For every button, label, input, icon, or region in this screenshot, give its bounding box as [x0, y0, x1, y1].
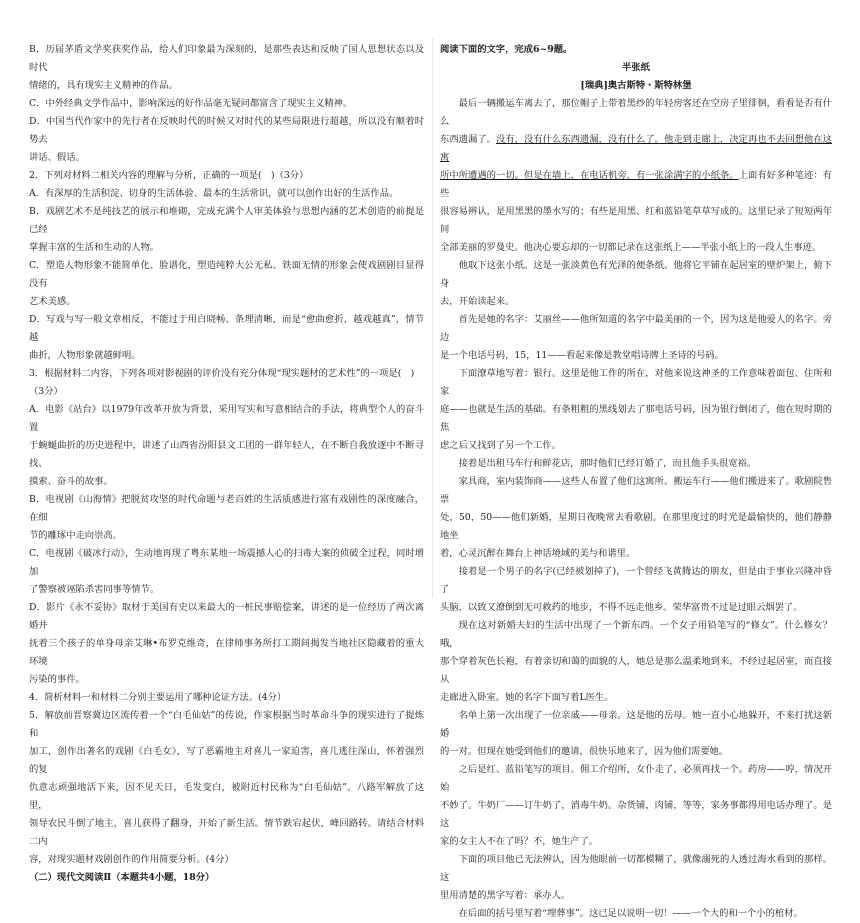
text-line: 讲话、假话。: [29, 152, 85, 163]
text-line: 仇意志顽强地活下来，因不见天日，毛发变白，被附近村民称为“白毛仙姑”。八路军解放了这里，: [29, 782, 424, 811]
paragraph-line: 名单上第一次出现了一位亲戚——母亲。这是他的岳母。她一直小心地躲开，不来打扰这新婚: [440, 710, 832, 739]
paragraph-line: 在后面的括号里写着“埋葬事”。这已足以说明一切！——一个大的和一个小的棺材。: [458, 908, 803, 919]
paragraph-line: 家具商，室内装饰商——这些人布置了他们这寓所。搬运车行——他们搬进来了。歌剧院售票: [440, 476, 832, 505]
paragraph-line: 是一个电话号码，15，11——看起来像是教堂唱诗牌上圣诗的号码。: [440, 350, 724, 361]
left-column: [29, 41, 424, 887]
text-line: D．影片《永不妥协》取材于美国有史以来最大的一桩民事赔偿案，讲述的是一位经历了两次离婚并: [29, 602, 424, 631]
text-line: C．中外经典文学作品中，影响深远的好作品毫无疑问都富含了现实主义精神。: [29, 98, 353, 109]
text-line: （3分）: [29, 386, 63, 397]
text-line: C．塑造人物形象不能简单化、脸谱化，塑造纯粹大公无私、铁面无情的形象会使戏剧剧目显得没有: [29, 260, 424, 289]
text-line: 抚着三个孩子的单身母亲艾琳•布罗克维奇，在律师事务所打工期间揭发当地社区隐藏着的重大环境: [29, 638, 424, 667]
text-line: 曲折，人物形象就越鲜明。: [29, 350, 141, 361]
text-line: B．历届茅盾文学奖获奖作品，给人们印象最为深刻的，是那些表达和反映了国人思想状态以及时代: [29, 44, 424, 73]
paragraph-line: 的一对。但现在她受到他们的邀请，很快乐地来了，因为他们需要她。: [440, 746, 729, 757]
section-heading: （二）现代文阅读Ⅱ（本题共4小题，18分）: [29, 872, 215, 883]
right-column: [440, 41, 832, 923]
text-line: 领导农民斗倒了地主，喜儿获得了翻身，开始了新生活。情节跌宕起伏，峰回路转。请结合材料二内: [29, 818, 424, 847]
article-author: [瑞典]奥古斯特・斯特林堡: [580, 80, 692, 91]
paragraph-line: 东西遗漏了。没有，没有什么东西遗漏，没有什么了。他走到走廊上，决定再也不去回想他在这寓: [440, 134, 832, 163]
text-line: B．电视剧《山海情》把脱贫攻坚的时代命题与老百姓的生活质感进行富有戏剧性的深度融合，在细: [29, 494, 424, 523]
paragraph-line: 庭——也就是生活的基础。有条粗粗的黑线划去了那电话号码，因为银行倒闭了，他在短时期的焦: [440, 404, 832, 433]
paragraph-line: 之后是红、蓝铅笔写的项目。佣工介绍所，女仆走了，必须再找一个。药房——哼，情况开始: [440, 764, 832, 793]
reading-intro: 阅读下面的文字，完成6~9题。: [440, 44, 573, 55]
article-title: 半张纸: [622, 62, 650, 73]
text-line: D．中国当代作家中的先行者在反映时代的时候又对时代的某些局限进行超越，所以没有顺着时势去: [29, 116, 424, 145]
paragraph-line: 接着是出租马车行和鲜花店，那时他们已经订婚了，而且他手头很宽裕。: [458, 458, 757, 469]
text-line: A．电影《站台》以1979年改革开放为背景，采用写实和写意相结合的手法，将典型个人的奋斗置: [29, 404, 424, 433]
text-line: A．有深厚的生活积淀、切身的生活体验、最本的生活常识，就可以创作出好的生活作品。: [29, 188, 399, 199]
paragraph-line: 不妙了。牛奶厂——订牛奶了，消毒牛奶。杂货铺，肉铺，等等，家务事都得用电话办理了。是这: [440, 800, 832, 829]
text-line: 加工，创作出著名的戏剧《白毛女》，写了恶霸地主对喜儿一家迫害，喜儿逃往深山，怀着强烈的复: [29, 746, 424, 775]
text-line: B．戏剧艺术不是纯技艺的展示和堆砌，完成充满个人审美体验与思想内涵的艺术创造的前提是已经: [29, 206, 424, 235]
question-2: 2．下列对材料二相关内容的理解与分析，正确的一项是( )（3分）: [29, 170, 309, 181]
underlined-text: 没有，没有什么东西遗漏，没有什么了。他走到走廊上，决定再也不去回想他在这寓: [440, 134, 832, 163]
text-line: 节的雕琢中走向崇高。: [29, 530, 122, 541]
paragraph-line: 全部美丽的罗曼史。他决心要忘却的一切都记录在这张纸上——半张小纸上的一段人生事迹。: [440, 242, 822, 253]
column-divider: [432, 38, 433, 598]
text-line: D．写戏与写一般文章相反，不能过于用白晓畅、条理清晰，而是“愈曲愈折，越戏越真”，情节越: [29, 314, 424, 343]
text-line: 艺术美感。: [29, 296, 76, 307]
paragraph-line: 最后一辆搬运车离去了，那位帽子上带着黑纱的年轻房客还在空房子里徘徊，看看是否有什么: [440, 98, 832, 127]
paragraph-line: 接着是一个男子的名字(已经被划掉了)，一个曾经飞黄腾达的朋友，但是由于事业兴隆冲昏了: [440, 566, 832, 595]
paragraph-line: 首先是她的名字：艾丽丝——他所知道的名字中最美丽的一个，因为这是他爱人的名字。旁边: [440, 314, 832, 343]
paragraph-line: 很容易辨认，是用黑黑的墨水写的；有些是用黑、红和蓝铅笔草草写成的。这里记录了短短两年间: [440, 206, 832, 235]
paragraph-line: 虑之后又找到了另一个工作。: [440, 440, 561, 451]
paragraph-line: 现在这对新婚夫妇的生活中出现了一个新东西。一个女子用铅笔写的“修女”。什么修女？哦，: [440, 620, 832, 649]
question-5: 5．解放前晋察冀边区流传着一个“白毛仙姑”的传说，作家根据当时革命斗争的现实进行了提炼和: [29, 710, 424, 739]
paragraph-line: 家的女主人不在了吗？不，她生产了。: [440, 836, 599, 847]
paragraph-line: 里用清楚的黑字写着：承办人。: [440, 890, 571, 901]
text-line: 污染的事件。: [29, 674, 85, 685]
text-line: 掌握丰富的生活和生动的人物。: [29, 242, 160, 253]
paragraph-line: 去，开始读起来。: [440, 296, 515, 307]
paragraph-line: 下面的项目他已无法辨认，因为他眼前一切都模糊了，就像溺死的人透过海水看到的那样。这: [440, 854, 832, 883]
paragraph-line: 着，心灵沉醉在舞台上神话境域的美与和谐里。: [440, 548, 636, 559]
text-line: C．电视剧《破冰行动》，生动地再现了粤东某地一场震撼人心的扫毒大案的侦破全过程，同时增加: [29, 548, 424, 577]
question-4: 4．简析材料一和材料二分别主要运用了哪种论证方法。(4分）: [29, 692, 287, 703]
paragraph-line: 头脑，以致又潦倒到无可救药的地步，不得不远走他乡。荣华富贵不过是过眼云烟罢了。: [440, 602, 803, 613]
paragraph-line: 那个穿着灰色长袍，有着亲切和蔼的面貌的人，她总是那么温柔地到来，不经过起居室，而直接从: [440, 656, 832, 685]
text-line: 于蜿蜒曲折的历史进程中，讲述了山西省汾阳县文工团的一群年轻人，在不断自我放逐中不断寻找、: [29, 440, 424, 469]
paragraph-line: 下面潦草地写着：银行。这里是他工作的所在，对他来说这神圣的工作意味着面包、住所和家: [440, 368, 832, 397]
paragraph-line: 处，50，50——他们新婚，星期日夜晚常去看歌剧。在那里度过的时光是最愉快的，他们静静地坐: [440, 512, 832, 541]
underlined-text: 所中所遭遇的一切。但是在墙上，在电话机旁，有一张涂满字的小纸条。: [440, 170, 739, 181]
text-line: 容，对现实题材戏剧创作的作用简要分析。(4分）: [29, 854, 234, 865]
text-line: 情绪的，具有现实主义精神的作品。: [29, 80, 178, 91]
text-line: 了警察被诬陷杀害同事等情节。: [29, 584, 160, 595]
paragraph-line: 所中所遭遇的一切。但是在墙上，在电话机旁，有一张涂满字的小纸条。上面有好多种笔迹：有些: [440, 170, 832, 199]
paragraph-line: 他取下这张小纸。这是一张淡黄色有光泽的便条纸。他将它平铺在起居室的壁炉架上，俯下身: [440, 260, 832, 289]
question-3: 3．根据材料二内容，下列各项对影视剧的评价没有充分体现“现实题材的艺术性”的一项是( ): [29, 368, 415, 379]
paragraph-line: 走廊进入卧室。她的名字下面写着L医生。: [440, 692, 614, 703]
text-line: 摸索、奋斗的故事。: [29, 476, 113, 487]
